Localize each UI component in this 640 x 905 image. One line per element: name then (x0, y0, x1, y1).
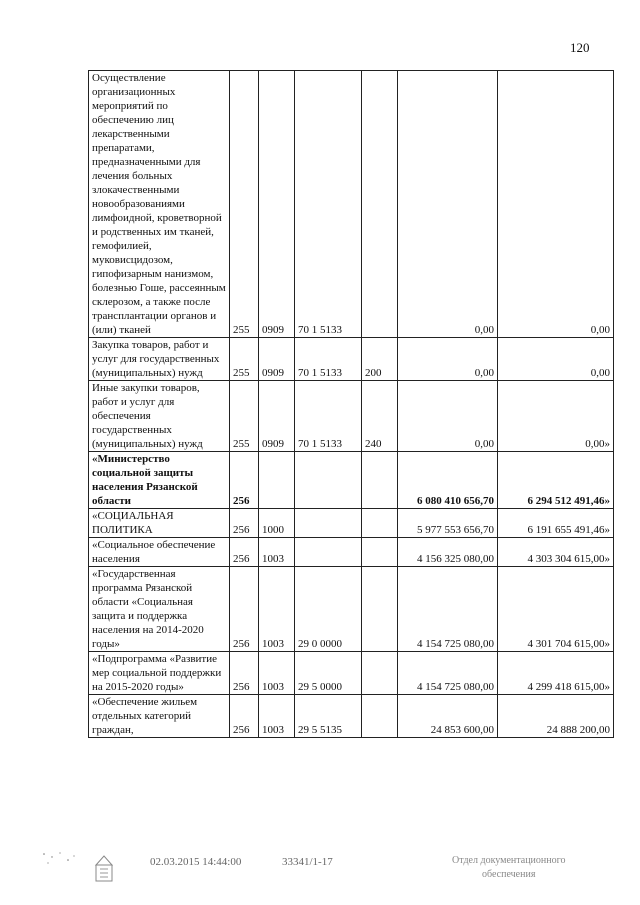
footer-doc-number: 33341/1-17 (282, 856, 333, 868)
row-vr (362, 509, 398, 538)
scan-noise (40, 848, 80, 868)
table-row (89, 652, 614, 695)
row-section: 1003 (259, 652, 295, 695)
row-section: 1003 (259, 695, 295, 738)
row-vr: 200 (362, 338, 398, 381)
table-row (89, 567, 614, 652)
row-vr (362, 652, 398, 695)
table-row (89, 338, 614, 381)
row-sum-2016: 24 888 200,00 (498, 695, 614, 738)
footer-datetime: 02.03.2015 14:44:00 (150, 856, 242, 868)
row-csr (295, 509, 362, 538)
row-vr (362, 71, 398, 338)
row-grbs: 256 (230, 567, 259, 652)
row-csr (295, 538, 362, 567)
table-row (89, 538, 614, 567)
row-sum-2015: 4 156 325 080,00 (398, 538, 498, 567)
page-number: 120 (570, 40, 590, 55)
footer-department (452, 854, 565, 882)
row-sum-2016: 4 301 704 615,00» (498, 567, 614, 652)
row-section: 0909 (259, 71, 295, 338)
footer-department-line2: обеспечения (482, 869, 536, 880)
row-section: 1003 (259, 567, 295, 652)
row-section: 1000 (259, 509, 295, 538)
row-sum-2016: 0,00 (498, 338, 614, 381)
row-grbs: 256 (230, 652, 259, 695)
row-vr (362, 695, 398, 738)
table-row (89, 695, 614, 738)
table-row (89, 452, 614, 509)
row-sum-2015: 6 080 410 656,70 (398, 452, 498, 509)
row-grbs: 255 (230, 381, 259, 452)
row-section: 0909 (259, 381, 295, 452)
row-grbs: 256 (230, 509, 259, 538)
row-vr (362, 452, 398, 509)
row-section: 0909 (259, 338, 295, 381)
row-sum-2016: 4 303 304 615,00» (498, 538, 614, 567)
row-sum-2015: 0,00 (398, 338, 498, 381)
row-grbs: 255 (230, 338, 259, 381)
row-name: Иные закупки товаров, работ и услуг для обеспечения государственных (муниципальных) нужд (89, 381, 230, 452)
printer-icon (92, 853, 116, 885)
row-name: «Социальное обеспечение населения (89, 538, 230, 567)
row-sum-2015: 5 977 553 656,70 (398, 509, 498, 538)
row-vr: 240 (362, 381, 398, 452)
row-sum-2015: 24 853 600,00 (398, 695, 498, 738)
row-csr (295, 452, 362, 509)
budget-table (88, 70, 614, 738)
row-grbs: 256 (230, 452, 259, 509)
row-csr: 70 1 5133 (295, 381, 362, 452)
footer-department-line1: Отдел документационного (452, 855, 566, 866)
row-name: «Обеспечение жильем отдельных категорий граждан, (89, 695, 230, 738)
row-csr: 29 0 0000 (295, 567, 362, 652)
row-grbs: 255 (230, 71, 259, 338)
row-vr (362, 538, 398, 567)
row-name: Закупка товаров, работ и услуг для государственных (муниципальных) нужд (89, 338, 230, 381)
row-section (259, 452, 295, 509)
row-name: «Подпрограмма «Развитие мер социальной поддержки на 2015-2020 годы» (89, 652, 230, 695)
row-name: «Государственная программа Рязанской области «Социальная защита и поддержка населения на 2014-2020 годы» (89, 567, 230, 652)
row-sum-2015: 4 154 725 080,00 (398, 567, 498, 652)
row-csr: 29 5 5135 (295, 695, 362, 738)
row-sum-2016: 0,00 (498, 71, 614, 338)
row-name: Осуществление организационных мероприятий по обеспечению лиц лекарственными препаратами, предназначенными для лечения больных злокачественными новообразованиями лимфоидной, кроветворной и родственных им тканей, гемофилией, муковисцидозом, гипофизарным нанизмом, болезнью Гоше, рассеянным склерозом, а также после трансплантации органов и (или) тканей (89, 71, 230, 338)
row-sum-2015: 0,00 (398, 71, 498, 338)
row-csr: 29 5 0000 (295, 652, 362, 695)
table-row (89, 71, 614, 338)
row-grbs: 256 (230, 695, 259, 738)
row-name: «Министерство социальной защиты населения Рязанской области (89, 452, 230, 509)
row-sum-2015: 4 154 725 080,00 (398, 652, 498, 695)
row-sum-2016: 0,00» (498, 381, 614, 452)
table-row (89, 381, 614, 452)
row-sum-2016: 6 191 655 491,46» (498, 509, 614, 538)
row-sum-2016: 4 299 418 615,00» (498, 652, 614, 695)
row-section: 1003 (259, 538, 295, 567)
row-sum-2016: 6 294 512 491,46» (498, 452, 614, 509)
row-name: «СОЦИАЛЬНАЯ ПОЛИТИКА (89, 509, 230, 538)
row-csr: 70 1 5133 (295, 338, 362, 381)
row-grbs: 256 (230, 538, 259, 567)
table-row (89, 509, 614, 538)
row-vr (362, 567, 398, 652)
row-sum-2015: 0,00 (398, 381, 498, 452)
row-csr: 70 1 5133 (295, 71, 362, 338)
